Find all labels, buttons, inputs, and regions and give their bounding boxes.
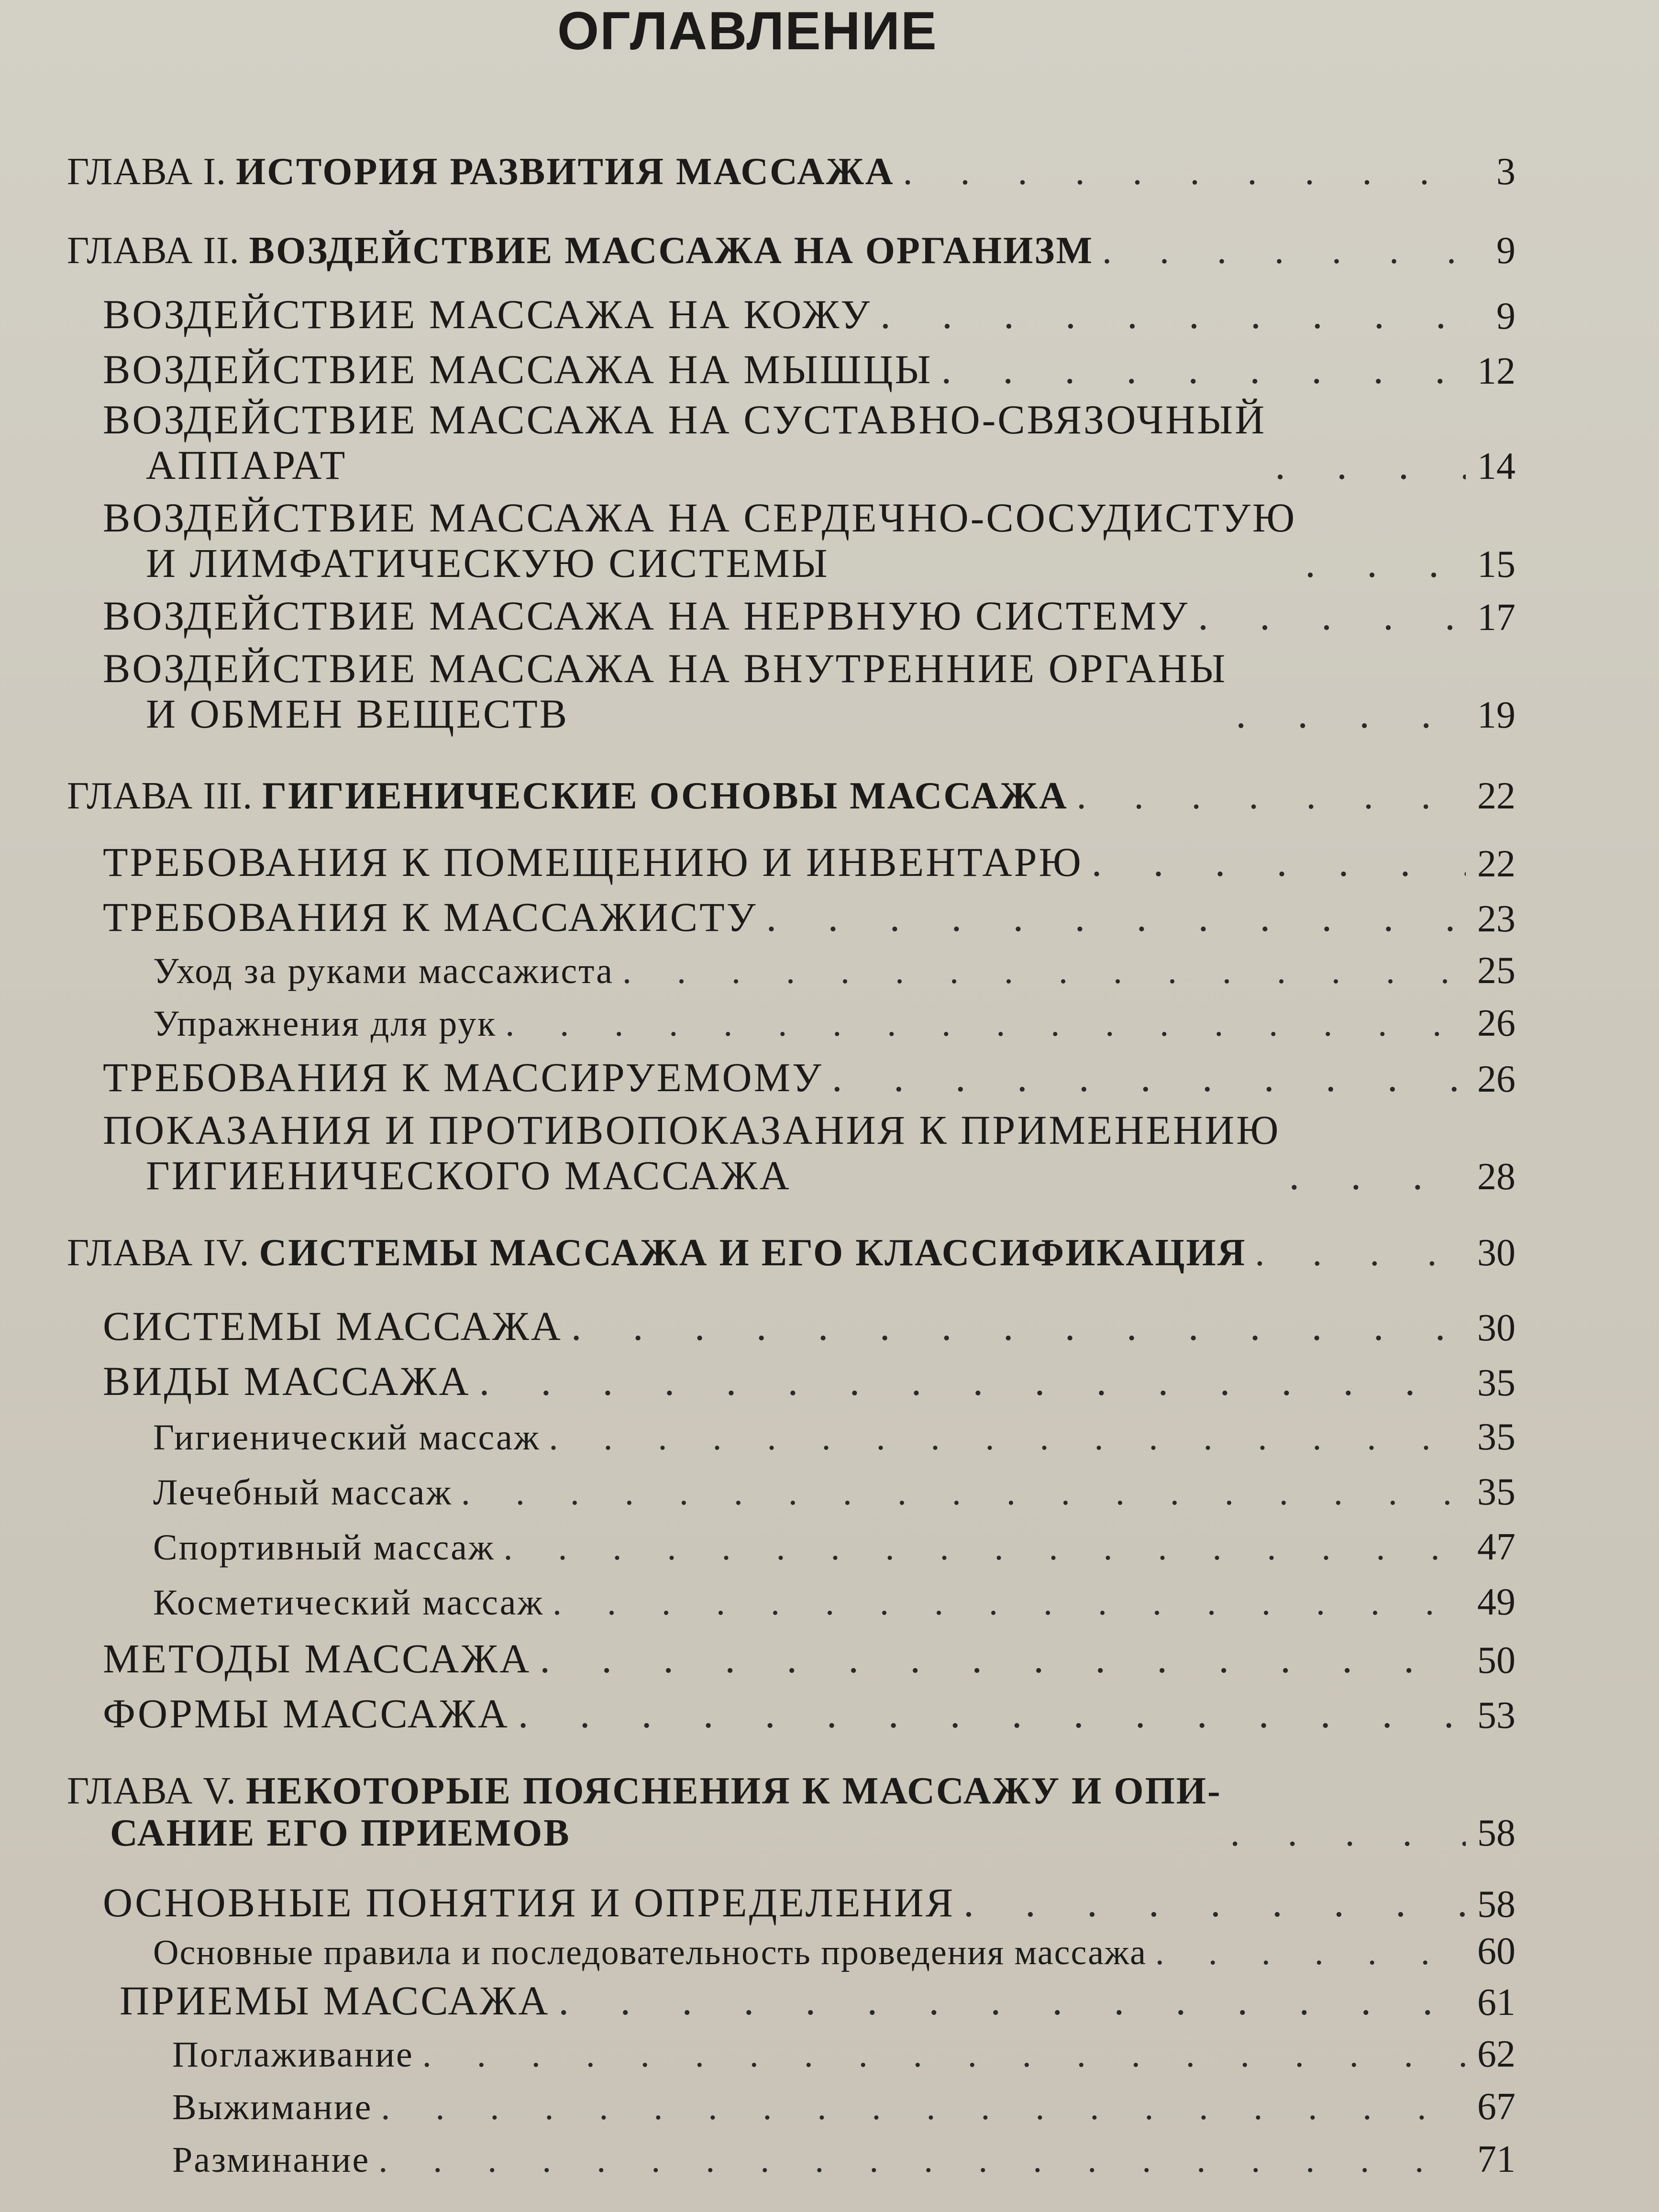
section-title-cont: И ЛИМФАТИЧЕСКУЮ СИСТЕМЫ <box>146 540 830 586</box>
section-title-cont: АППАРАТ <box>146 442 347 488</box>
page-number: 19 <box>1477 694 1515 737</box>
toc-section-cardio[interactable] <box>103 495 1515 586</box>
toc-sub-therapeutic[interactable] <box>153 1471 1515 1513</box>
toc-chapter-4[interactable] <box>67 1232 1515 1274</box>
subsection-title: Выжимание <box>172 2087 373 2128</box>
page-number: 26 <box>1477 1058 1515 1100</box>
section-title-cont: ГИГИЕНИЧЕСКОГО МАССАЖА <box>146 1152 791 1198</box>
section-title: ТРЕБОВАНИЯ К ПОМЕЩЕНИЮ И ИНВЕНТАРЮ <box>103 839 1083 885</box>
section-title: ВИДЫ МАССАЖА <box>103 1358 471 1404</box>
page-number: 22 <box>1477 842 1515 885</box>
section-title: ВОЗДЕЙСТВИЕ МАССАЖА НА КОЖУ <box>103 291 872 337</box>
chapter-title: СИСТЕМЫ МАССАЖА И ЕГО КЛАССИФИКАЦИЯ <box>259 1232 1247 1274</box>
section-title: ТРЕБОВАНИЯ К МАССИРУЕМОМУ <box>103 1054 823 1100</box>
page-number: 17 <box>1477 596 1515 639</box>
page-number: 30 <box>1477 1306 1515 1349</box>
page-number: 35 <box>1477 1416 1515 1458</box>
toc-section-techniques[interactable] <box>120 1978 1515 2024</box>
section-title-cont: И ОБМЕН ВЕЩЕСТВ <box>146 690 569 737</box>
page-title: ОГЛАВЛЕНИЕ <box>557 1 938 61</box>
chapter-prefix: ГЛАВА IV. <box>67 1232 250 1274</box>
dot-leader <box>549 1418 1466 1458</box>
subsection-title: Упражнения для рук <box>153 1004 497 1044</box>
page-number: 60 <box>1477 1930 1515 1972</box>
page-number: 58 <box>1477 1883 1515 1925</box>
page-number: 61 <box>1477 1981 1515 2024</box>
subsection-title: Поглаживание <box>172 2035 414 2075</box>
page-number: 53 <box>1477 1694 1515 1736</box>
toc-section-nervous[interactable] <box>103 593 1515 639</box>
page-number: 67 <box>1477 2086 1515 2128</box>
subsection-title: Спортивный массаж <box>153 1527 495 1568</box>
section-title: ВОЗДЕЙСТВИЕ МАССАЖА НА МЫШЦЫ <box>103 346 933 392</box>
page-number: 35 <box>1477 1361 1515 1404</box>
dot-leader <box>422 2035 1466 2075</box>
page-number: 15 <box>1477 543 1515 586</box>
toc-section-joints[interactable] <box>103 397 1515 487</box>
dot-leader <box>880 292 1466 337</box>
toc-sub-cosmetic[interactable] <box>153 1581 1515 1623</box>
dot-leader <box>1102 230 1466 272</box>
toc-section-skin[interactable] <box>103 292 1515 337</box>
dot-leader <box>903 151 1466 193</box>
dot-leader <box>553 1583 1466 1623</box>
toc-sub-sport[interactable] <box>153 1526 1515 1568</box>
dot-leader <box>559 1978 1466 2024</box>
section-title: ФОРМЫ МАССАЖА <box>103 1691 509 1736</box>
toc-chapter-2[interactable] <box>67 230 1515 272</box>
dot-leader <box>503 1528 1466 1568</box>
section-title: МЕТОДЫ МАССАЖА <box>103 1636 531 1681</box>
toc-sub-kneading[interactable] <box>172 2138 1515 2180</box>
toc-section-muscles[interactable] <box>103 347 1515 392</box>
page-number: 9 <box>1496 230 1515 272</box>
toc-section-masseur[interactable] <box>103 895 1515 940</box>
page-number: 23 <box>1477 897 1515 940</box>
toc-chapter-5[interactable] <box>67 1770 1515 1854</box>
dot-leader <box>381 2088 1466 2128</box>
toc-section-methods[interactable] <box>103 1636 1515 1681</box>
section-title: СИСТЕМЫ МАССАЖА <box>103 1303 563 1349</box>
dot-leader <box>941 347 1466 392</box>
subsection-title: Уход за руками массажиста <box>153 951 614 992</box>
dot-leader <box>1289 1153 1466 1198</box>
dot-leader <box>540 1636 1466 1681</box>
toc-section-types[interactable] <box>103 1359 1515 1404</box>
page-number: 71 <box>1477 2138 1515 2180</box>
page-number: 58 <box>1477 1812 1515 1854</box>
subsection-title: Гигиенический массаж <box>153 1417 541 1458</box>
dot-leader <box>518 1691 1466 1736</box>
subsection-title: Основные правила и последовательность проведения массажа <box>153 1933 1147 1972</box>
chapter-title-cont: САНИЕ ЕГО ПРИЕМОВ <box>110 1812 571 1854</box>
dot-leader <box>832 1055 1466 1100</box>
page-number: 22 <box>1477 775 1515 817</box>
section-title: ВОЗДЕЙСТВИЕ МАССАЖА НА СУСТАВНО-СВЯЗОЧНЫЙ <box>103 397 1267 442</box>
section-title: ПРИЕМЫ МАССАЖА <box>120 1978 550 2024</box>
page-number: 50 <box>1477 1639 1515 1681</box>
section-title: ВОЗДЕЙСТВИЕ МАССАЖА НА СЕРДЕЧНО-СОСУДИСТУЮ <box>103 495 1297 541</box>
page-number: 28 <box>1477 1156 1515 1198</box>
dot-leader <box>1198 593 1466 639</box>
toc-sub-rules[interactable] <box>153 1930 1515 1972</box>
subsection-title: Разминание <box>172 2140 370 2180</box>
dot-leader <box>963 1880 1466 1925</box>
dot-leader <box>1255 1232 1466 1274</box>
page-number: 3 <box>1496 151 1515 193</box>
page-number: 62 <box>1477 2033 1515 2075</box>
chapter-title: ВОЗДЕЙСТВИЕ МАССАЖА НА ОРГАНИЗМ <box>249 230 1094 272</box>
dot-leader <box>479 1359 1466 1404</box>
subsection-title: Косметический массаж <box>153 1582 544 1623</box>
toc-sub-hygienic[interactable] <box>153 1416 1515 1458</box>
dot-leader <box>1236 691 1466 737</box>
dot-leader <box>378 2140 1466 2180</box>
toc-section-indications[interactable] <box>103 1107 1515 1198</box>
dot-leader <box>1077 775 1466 817</box>
dot-leader <box>1230 1812 1466 1854</box>
chapter-prefix: ГЛАВА III. <box>67 775 253 817</box>
section-title: ПОКАЗАНИЯ И ПРОТИВОПОКАЗАНИЯ К ПРИМЕНЕНИЮ <box>103 1107 1281 1153</box>
chapter-title: ИСТОРИЯ РАЗВИТИЯ МАССАЖА <box>236 151 895 193</box>
toc-section-organs[interactable] <box>103 646 1515 736</box>
chapter-prefix: ГЛАВА I. <box>67 151 226 193</box>
toc-section-systems[interactable] <box>103 1304 1515 1349</box>
toc-sub-hand-exercises[interactable] <box>153 1002 1515 1044</box>
chapter-prefix: ГЛАВА V. <box>67 1770 236 1812</box>
section-title: ОСНОВНЫЕ ПОНЯТИЯ И ОПРЕДЕЛЕНИЯ <box>103 1880 955 1925</box>
toc-section-forms[interactable] <box>103 1691 1515 1736</box>
toc-chapter-3[interactable] <box>67 775 1515 817</box>
dot-leader <box>1092 840 1466 885</box>
toc-chapter-1[interactable] <box>67 151 1515 193</box>
toc-section-concepts[interactable] <box>103 1880 1515 1925</box>
page-number: 35 <box>1477 1471 1515 1513</box>
page-number: 25 <box>1477 950 1515 992</box>
page-number: 14 <box>1477 445 1515 488</box>
toc-section-client[interactable] <box>103 1055 1515 1100</box>
page-number: 30 <box>1477 1232 1515 1274</box>
dot-leader <box>1155 1934 1466 1972</box>
toc-sub-stroking[interactable] <box>172 2033 1515 2075</box>
page-number: 9 <box>1496 295 1515 337</box>
dot-leader <box>622 951 1466 992</box>
page-number: 47 <box>1477 1526 1515 1568</box>
toc-sub-squeezing[interactable] <box>172 2086 1515 2128</box>
toc-section-premises[interactable] <box>103 840 1515 885</box>
chapter-prefix: ГЛАВА II. <box>67 230 240 272</box>
chapter-title: ГИГИЕНИЧЕСКИЕ ОСНОВЫ МАССАЖА <box>262 775 1068 817</box>
dot-leader <box>505 1004 1466 1044</box>
subsection-title: Лечебный массаж <box>153 1472 453 1513</box>
dot-leader <box>571 1304 1466 1349</box>
page-number: 12 <box>1477 350 1515 392</box>
dot-leader <box>1275 442 1466 488</box>
page-number: 49 <box>1477 1581 1515 1623</box>
toc-sub-hand-care[interactable] <box>153 950 1515 992</box>
section-title: ВОЗДЕЙСТВИЕ МАССАЖА НА НЕРВНУЮ СИСТЕМУ <box>103 593 1190 639</box>
dot-leader <box>461 1473 1466 1513</box>
section-title: ВОЗДЕЙСТВИЕ МАССАЖА НА ВНУТРЕННИЕ ОРГАНЫ <box>103 645 1228 691</box>
section-title: ТРЕБОВАНИЯ К МАССАЖИСТУ <box>103 894 758 940</box>
chapter-title: НЕКОТОРЫЕ ПОЯСНЕНИЯ К МАССАЖУ И ОПИ- <box>245 1770 1222 1812</box>
dot-leader <box>766 895 1466 940</box>
dot-leader <box>1305 541 1466 586</box>
page-number: 26 <box>1477 1002 1515 1044</box>
